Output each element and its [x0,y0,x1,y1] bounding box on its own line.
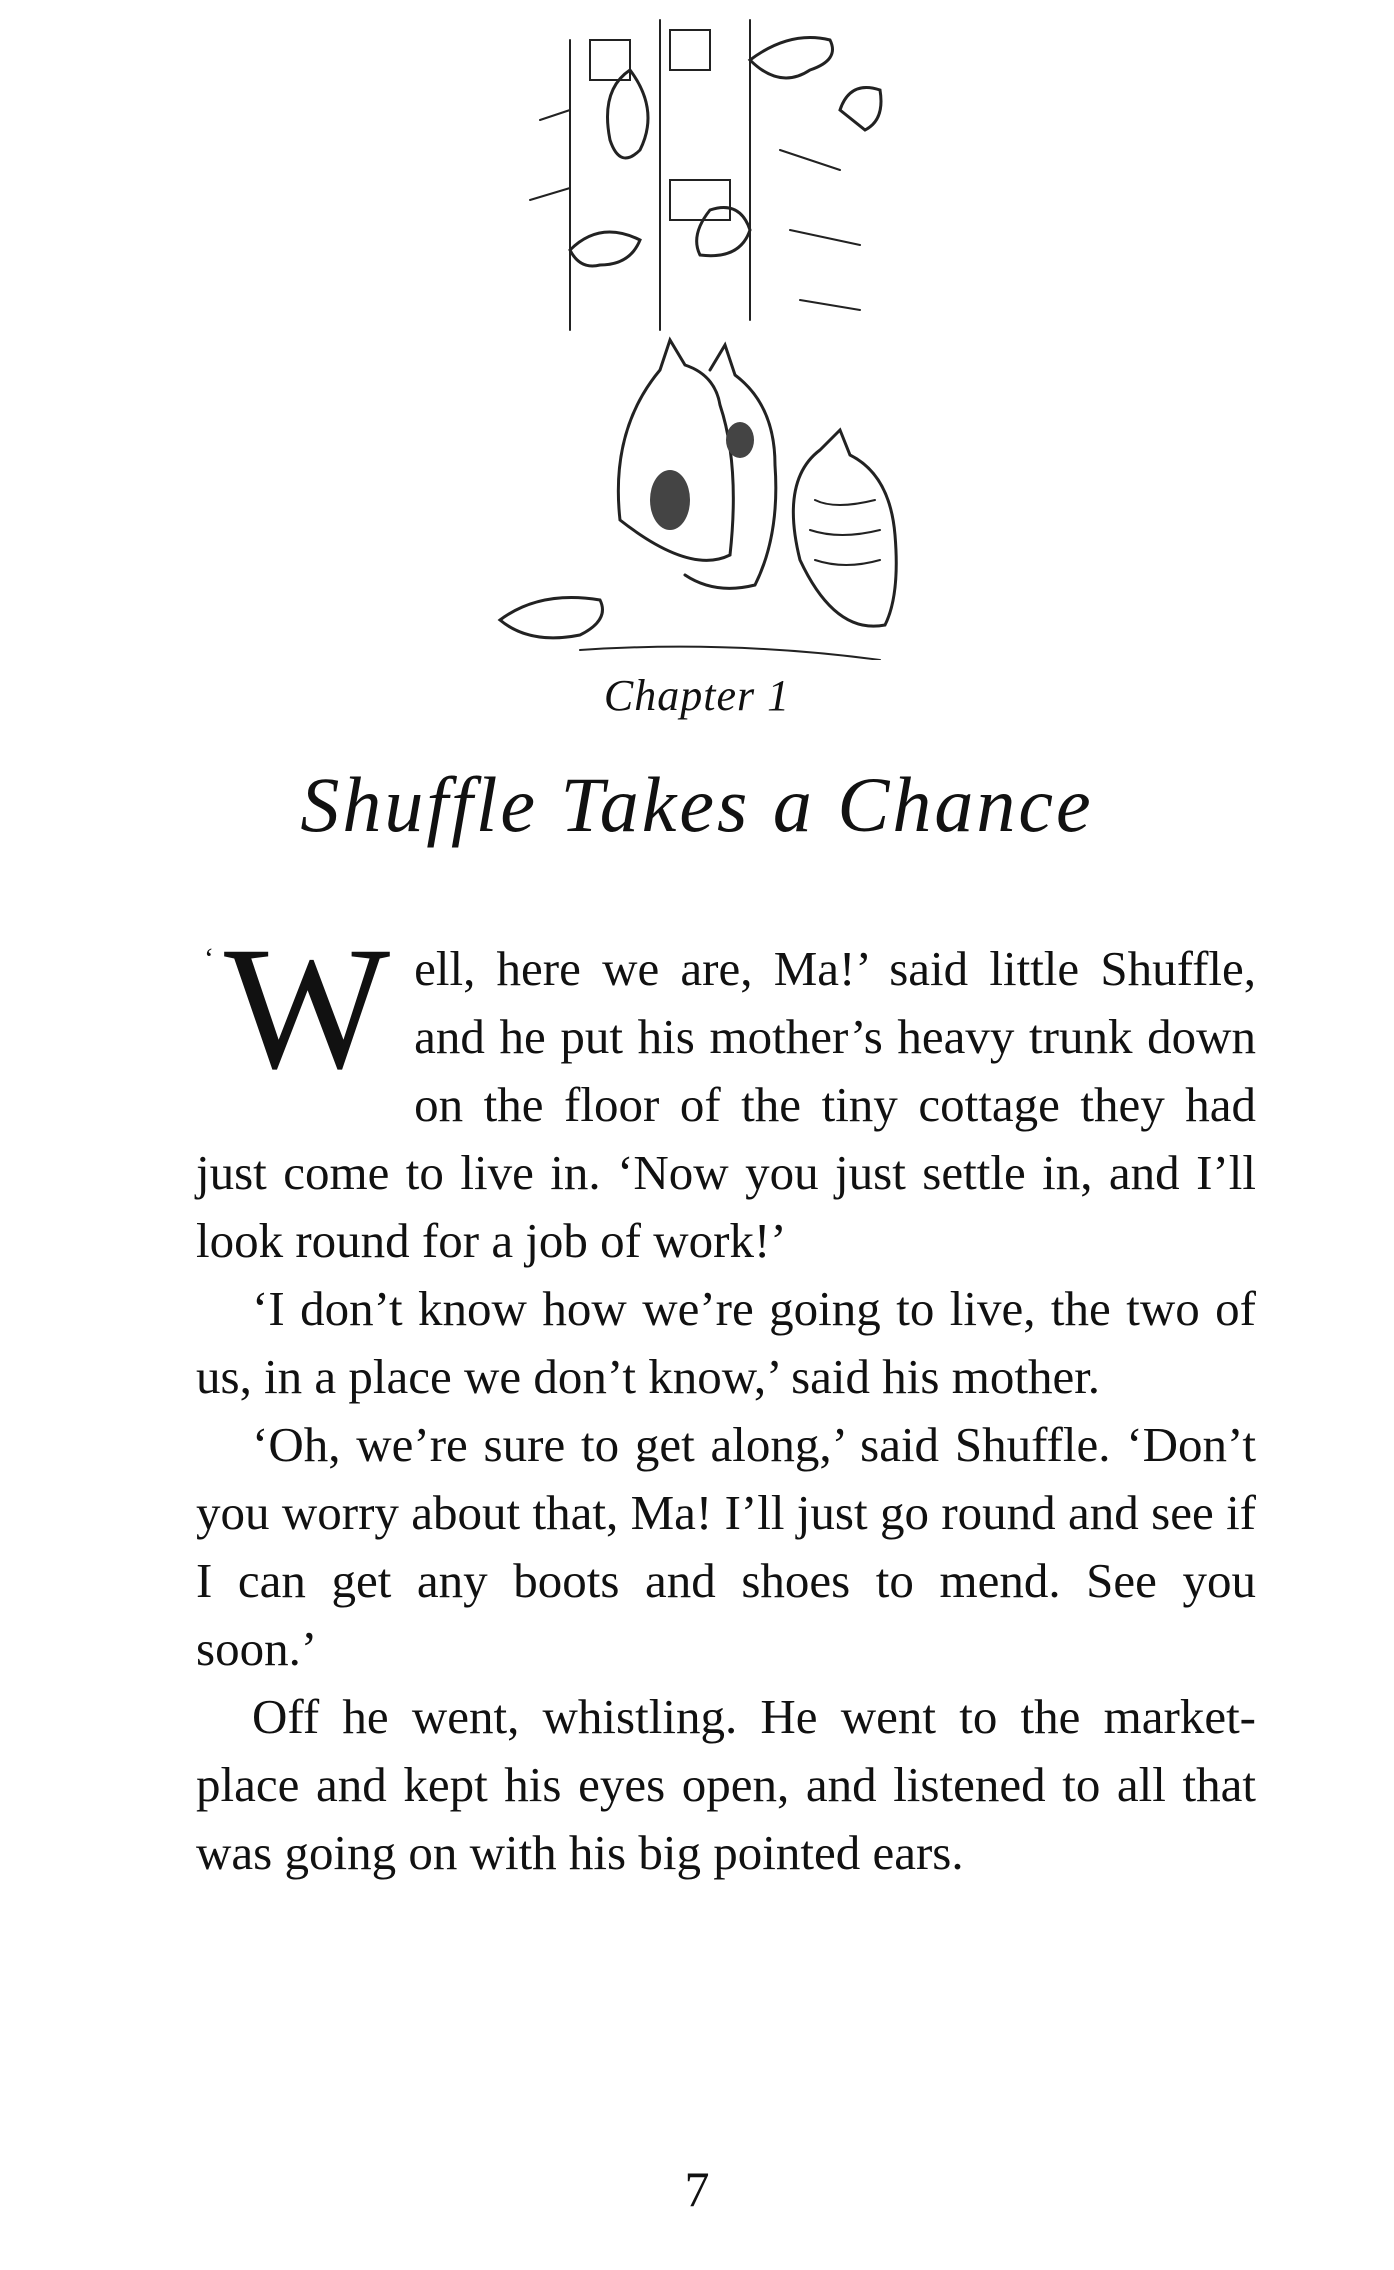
paragraph-1-text: ell, here we are, Ma!’ said little Shuffle, and he put his mother’s heavy trunk down on the floor of the tiny cottage they had just come to live in. ‘Now you just settle in, and I’ll look round for a job of work!’ [196,941,1256,1268]
chapter-illustration [420,0,1020,660]
drop-cap: W [224,911,391,1106]
paragraph-3: ‘Oh, we’re sure to get along,’ said Shuffle. ‘Don’t you worry about that, Ma! I’ll just go round and see if I can get any boots and shoes to mend. See you soon.’ [196,1417,1256,1676]
paragraph-4: Off he went, whistling. He went to the market-place and kept his eyes open, and listened to all that was going on with his big pointed ears. [196,1689,1256,1880]
chapter-label: Chapter 1 [603,671,791,720]
paragraph-1 [196,911,1256,1275]
page-number: 7 [684,2161,710,2217]
chapter-title: Shuffle Takes a Chance [300,761,1094,848]
body-text [196,911,1256,1887]
opening-quote: ‘ [204,942,214,975]
paragraph-2: ‘I don’t know how we’re going to live, the two of us, in a place we don’t know,’ said his mother. [196,1281,1256,1404]
